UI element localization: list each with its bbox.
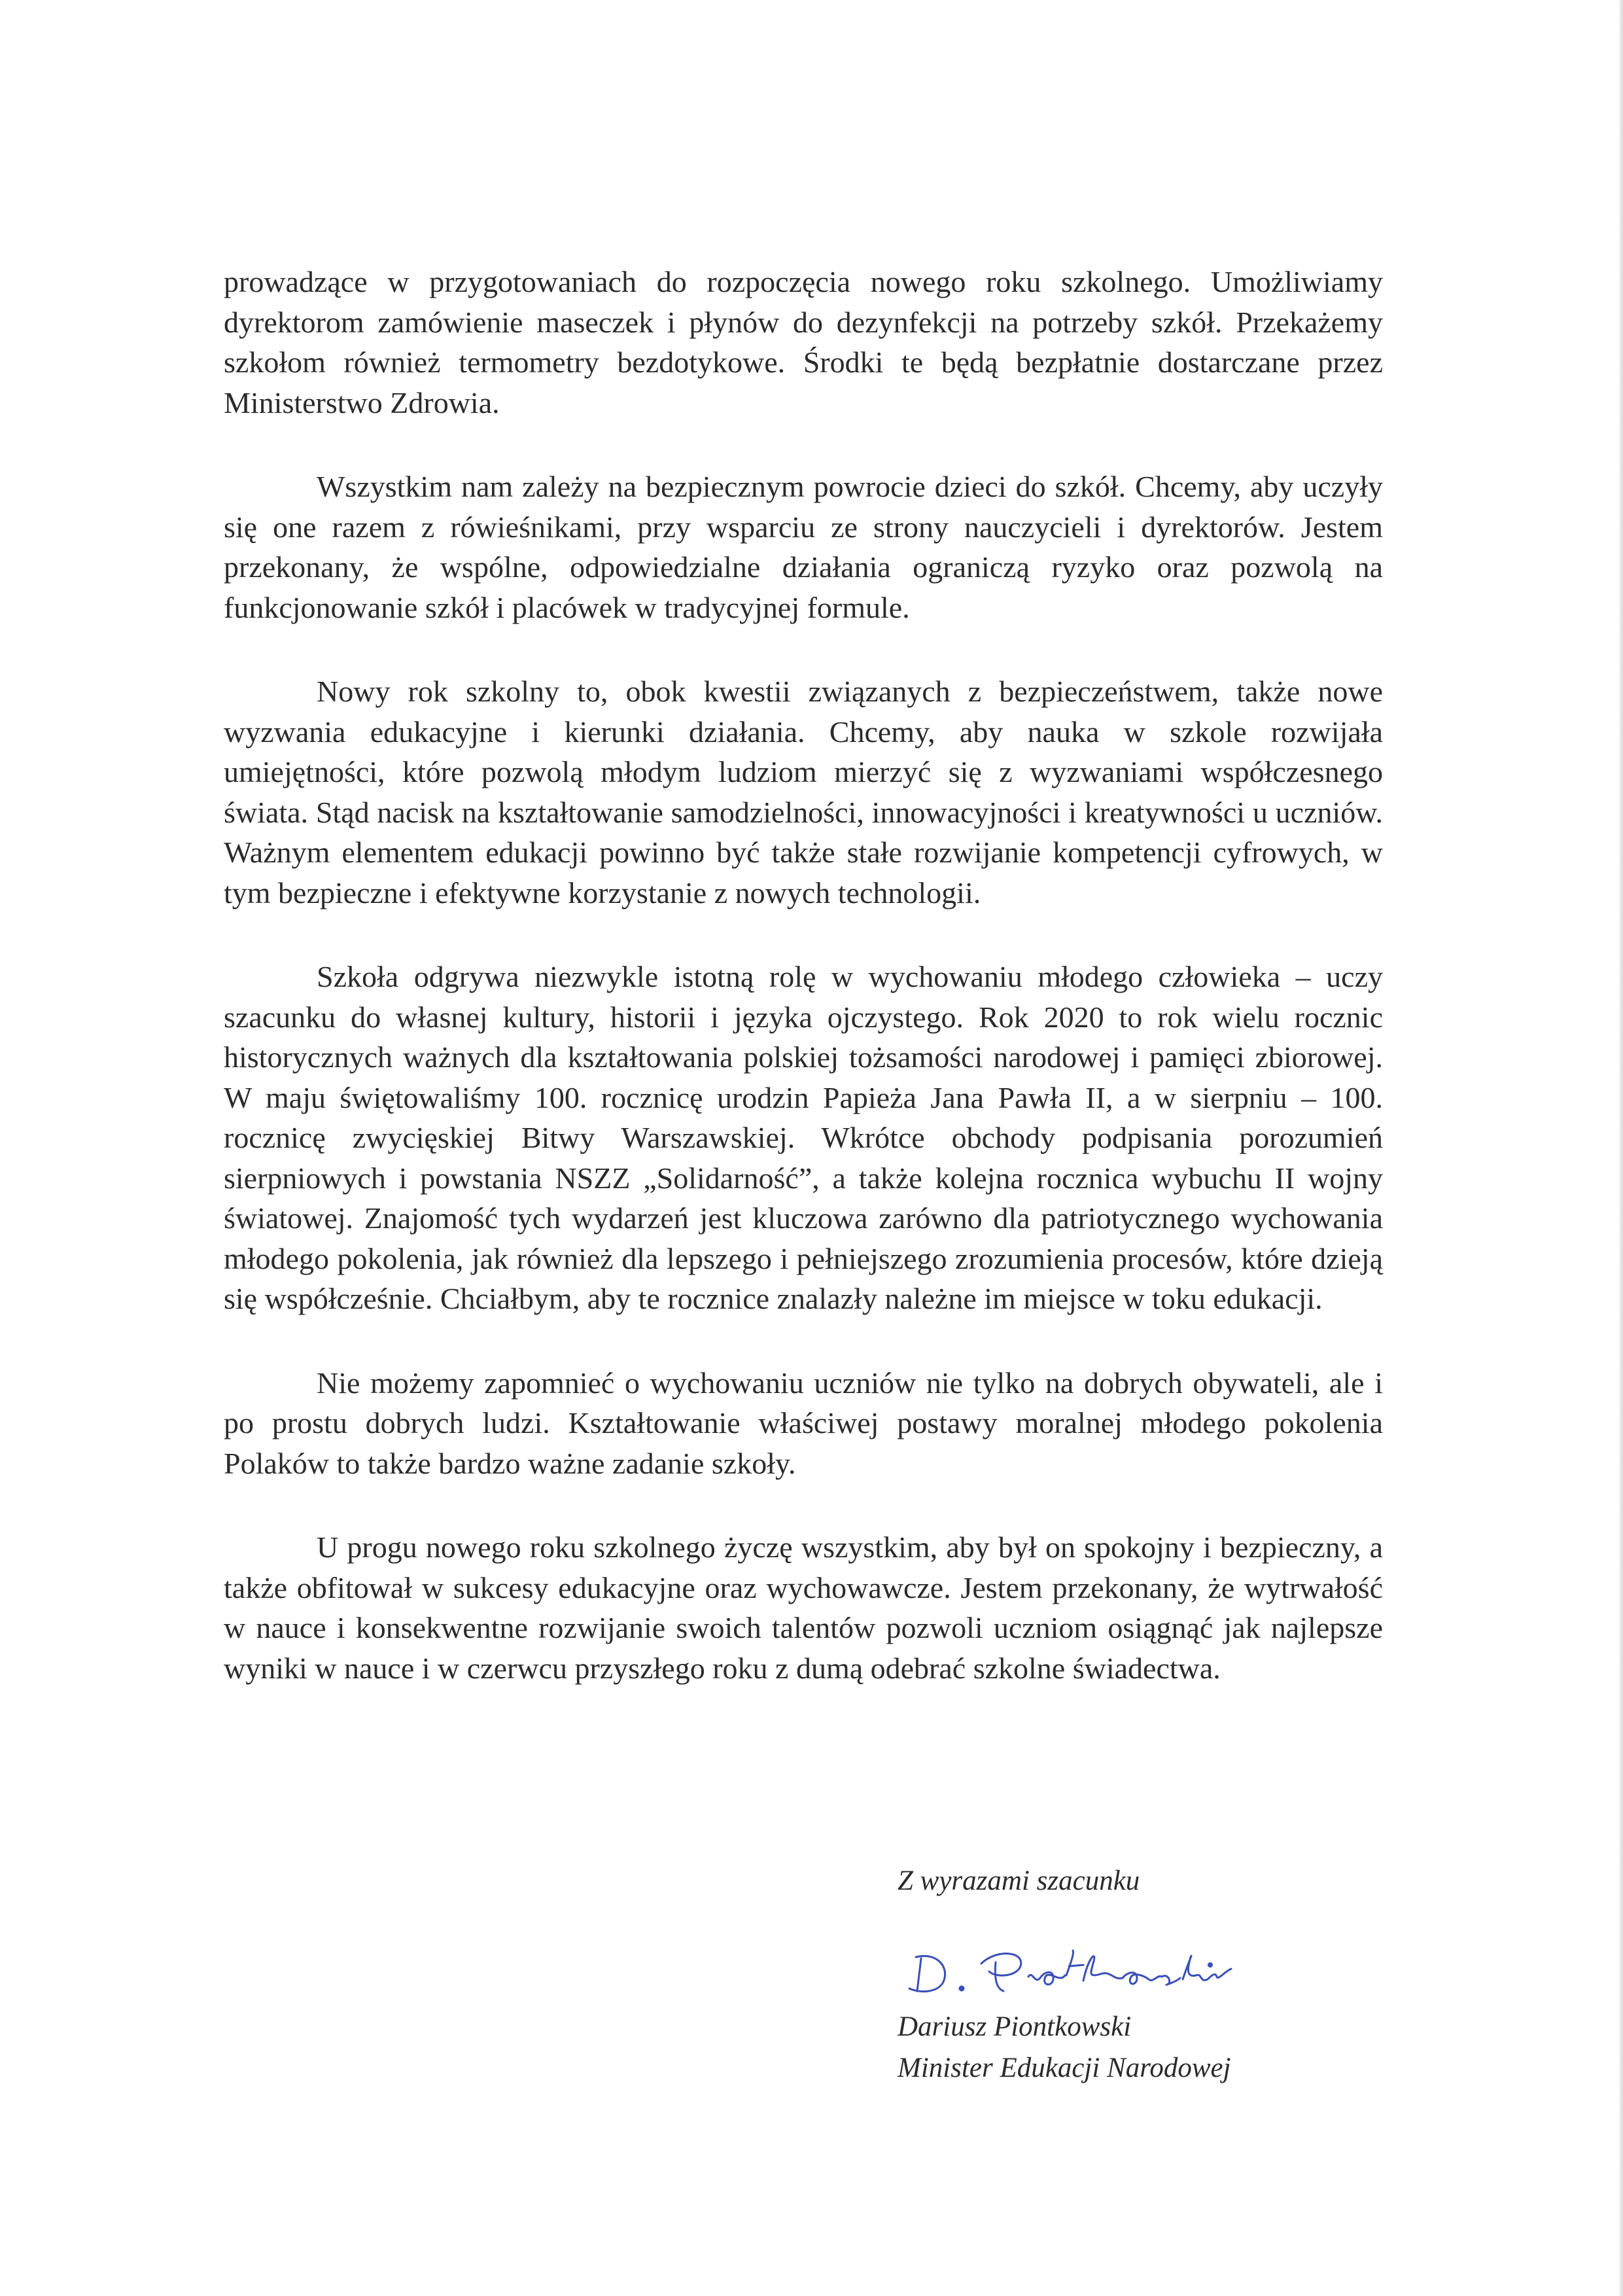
paragraph-1: prowadzące w przygotowaniach do rozpoczęcia nowego roku szkolnego. Umożliwiamy dyrektorom zamówienie maseczek i płynów do dezynfekcji na potrzeby szkół. Przekażemy szkołom również termometry bezdotykowe. Środki te będą bezpłatnie dostarczane przez Ministerstwo Zdrowia. <box>224 265 1383 419</box>
closing-salutation: Z wyrazami szacunku <box>898 1865 1140 1896</box>
closing-block <box>898 1862 1355 2089</box>
handwritten-signature <box>898 1937 1290 2003</box>
paragraph-2: Wszystkim nam zależy na bezpiecznym powrocie dzieci do szkół. Chcemy, aby uczyły się one razem z rówieśnikami, przy wsparciu ze strony nauczycieli i dyrektorów. Jestem przekonany, że wspólne, odpowiedzialne działania ograniczą ryzyko oraz pozwolą na funkcjonowanie szkół i placówek w tradycyjnej formule. <box>224 470 1383 624</box>
page-edge-shadow <box>1619 0 1623 2296</box>
signer-name: Dariusz Piontkowski <box>898 2011 1132 2042</box>
paragraph-4: Szkoła odgrywa niezwykle istotną rolę w wychowaniu młodego człowieka – uczy szacunku do własnej kultury, historii i języka ojczystego. Rok 2020 to rok wielu rocznic historycznych ważnych dla kształtowania polskiej tożsamości narodowej i pamięci zbiorowej. W maju świętowaliśmy 100. rocznicę urodzin Papieża Jana Pawła II, a w sierpniu – 100. rocznicę zwycięskiej Bitwy Warszawskiej. Wkrótce obchody podpisania porozumień sierpniowych i powstania NSZZ „Solidarność”, a także kolejna rocznica wybuchu II wojny światowej. Znajomość tych wydarzeń jest kluczowa zarówno dla patriotycznego wychowania młodego pokolenia, jak również dla lepszego i pełniejszego zrozumienia procesów, które dzieją się współcześnie. Chciałbym, aby te rocznice znalazły należne im miejsce w toku edukacji. <box>224 960 1383 1315</box>
signer-title: Minister Edukacji Narodowej <box>898 2053 1231 2083</box>
paragraph-3: Nowy rok szkolny to, obok kwestii związanych z bezpieczeństwem, także nowe wyzwania edukacyjne i kierunki działania. Chcemy, aby nauka w szkole rozwijała umiejętności, które pozwolą młodym ludziom mierzyć się z wyzwaniami współczesnego świata. Stąd nacisk na kształtowanie samodzielności, innowacyjności i kreatywności u uczniów. Ważnym elementem edukacji powinno być także stałe rozwijanie kompetencji cyfrowych, w tym bezpieczne i efektywne korzystanie z nowych technologii. <box>224 675 1383 910</box>
letter-body <box>224 262 1383 1732</box>
paragraph-6: U progu nowego roku szkolnego życzę wszystkim, aby był on spokojny i bezpieczny, a także obfitował w sukcesy edukacyjne oraz wychowawcze. Jestem przekonany, że wytrwałość w nauce i konsekwentne rozwijanie swoich talentów pozwoli uczniom osiągnąć jak najlepsze wyniki w nauce i w czerwcu przyszłego roku z dumą odebrać szkolne świadectwa. <box>224 1530 1383 1685</box>
paragraph-5: Nie możemy zapomnieć o wychowaniu uczniów nie tylko na dobrych obywateli, ale i po prostu dobrych ludzi. Kształtowanie właściwej postawy moralnej młodego pokolenia Polaków to także bardzo ważne zadanie szkoły. <box>224 1366 1383 1480</box>
